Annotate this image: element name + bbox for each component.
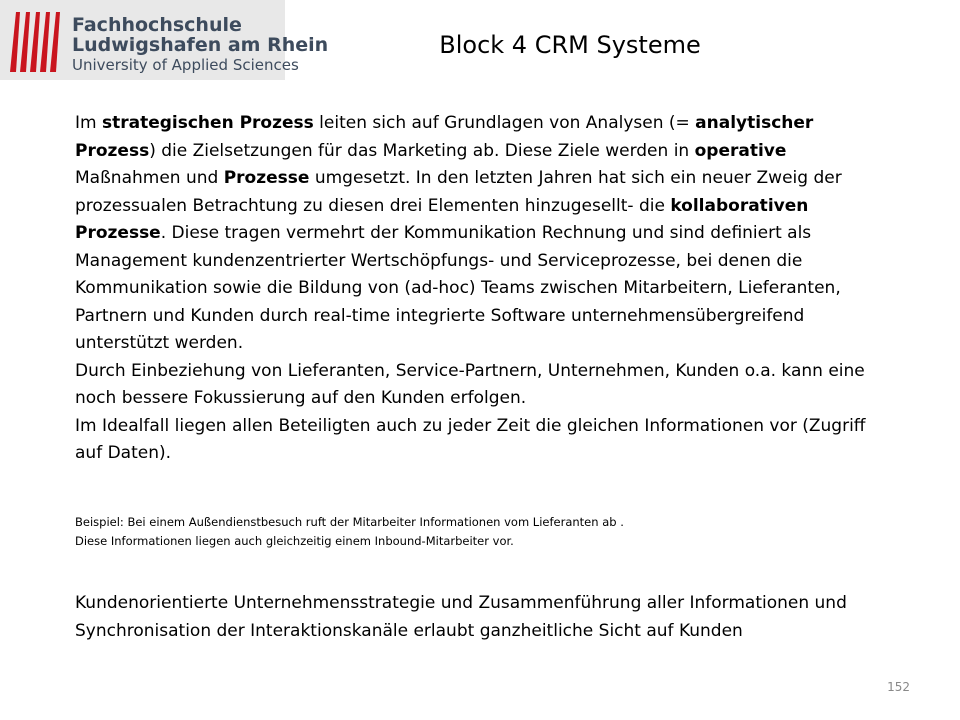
emphasized-term: kollaborativen Prozesse bbox=[75, 195, 809, 243]
example-block bbox=[75, 513, 875, 551]
text-run: ) die Zielsetzungen für das Marketing ab. Diese Ziele werden in bbox=[149, 140, 695, 161]
text-run: leiten sich auf Grundlagen von Analysen (= bbox=[313, 113, 696, 133]
paragraph-ideal-case: Im Idealfall liegen allen Beteiligten auch zu jeder Zeit die gleichen Informationen vor (Zugriff auf Daten). bbox=[75, 415, 866, 463]
page-number: 152 bbox=[887, 680, 910, 694]
emphasized-term: Prozesse bbox=[223, 168, 310, 188]
logo-line-2: Ludwigshafen am Rhein bbox=[72, 34, 329, 56]
paragraph-integration: Durch Einbeziehung von Lieferanten, Service-Partnern, Unternehmen, Kunden o.a. kann eine noch bessere Fokussierung auf den Kunden erfolgen. bbox=[75, 360, 865, 408]
text-run: Im bbox=[75, 113, 102, 133]
emphasized-term: analytischer Prozess bbox=[75, 113, 814, 161]
logo-line-3: University of Applied Sciences bbox=[72, 56, 299, 74]
paragraph-strategic-process bbox=[75, 110, 875, 358]
logo-mark-icon bbox=[6, 6, 66, 74]
text-run: . Diese tragen vermehrt der Kommunikation Rechnung und sind definiert als Management kundenzentrierter Wertschöpfungs- und Serviceprozesse, bei denen die Kommunikation sowie die Bildung von (ad-hoc) Teams zwischen Mitarbeitern, Lieferanten, Partnern und Kunden durch real-time integrierte Software unternehmensübergreifend unterstützt werden. bbox=[75, 223, 841, 353]
example-line-1: Beispiel: Bei einem Außendienstbesuch ruft der Mitarbeiter Informationen vom Lieferanten ab . bbox=[75, 515, 624, 529]
logo-line-1: Fachhochschule bbox=[72, 14, 242, 36]
text-run: Maßnahmen und bbox=[75, 168, 224, 188]
university-logo bbox=[0, 0, 329, 80]
emphasized-term: operative bbox=[694, 140, 787, 161]
example-line-2: Diese Informationen liegen auch gleichzeitig einem Inbound-Mitarbeiter vor. bbox=[75, 534, 514, 548]
closing-statement: Kundenorientierte Unternehmensstrategie und Zusammenführung aller Informationen und Synchronisation der Interaktionskanäle erlaubt ganzheitliche Sicht auf Kunden bbox=[75, 593, 847, 641]
emphasized-term: strategischen Prozess bbox=[101, 113, 314, 133]
main-content bbox=[75, 110, 875, 468]
text-run: umgesetzt. In den letzten Jahren hat sich ein neuer Zweig der prozessualen Betrachtung zu diesen drei Elementen hinzugesellt- die bbox=[75, 168, 842, 216]
slide-title: Block 4 CRM Systeme bbox=[439, 31, 701, 59]
